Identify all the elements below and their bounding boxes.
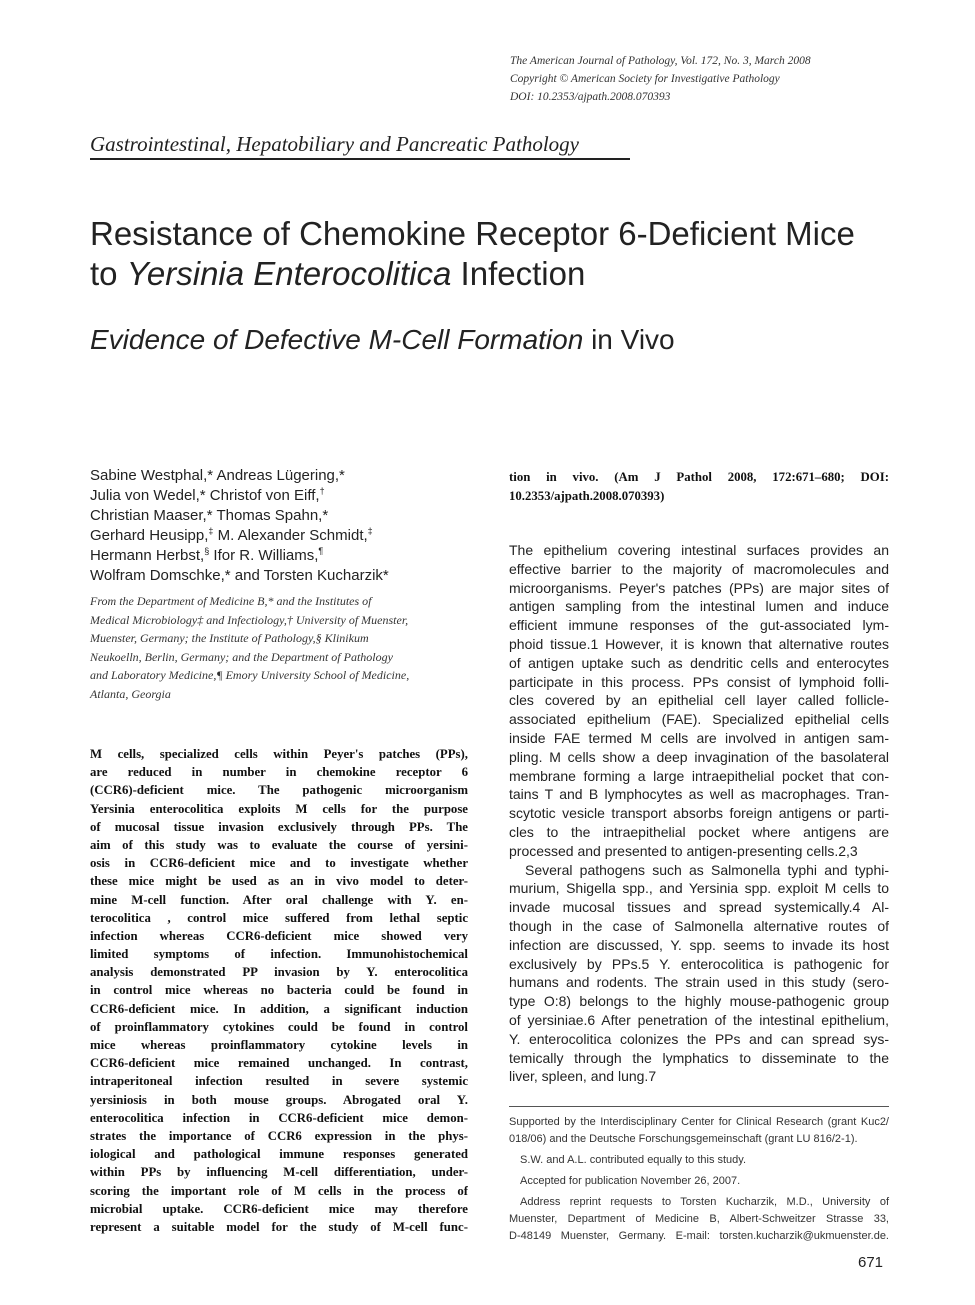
- author-line: [90, 466, 490, 486]
- abstract-line: mine M-cell function. After oral challenge with Y. en-: [90, 892, 468, 907]
- abstract-line: M cells, specialized cells within Peyer's patches (PPs),: [90, 747, 468, 761]
- body-line: cles to the intraepithelial pocket where antigens are: [509, 823, 889, 840]
- body-line: antigen sampling from the intestinal lumen and induce: [509, 598, 889, 615]
- journal-header: [510, 52, 930, 106]
- author-text: Wolfram Domschke,* and Torsten Kucharzik*: [90, 567, 389, 584]
- body-line: of antigen uptake such as dendritic cells and enterocytes: [509, 654, 889, 671]
- body-line: Y. enterocolitica colonizes the PPs and can spread sys-: [509, 1030, 889, 1047]
- author-mark: †: [319, 486, 325, 496]
- abstract-line: limited symptoms of infection. Immunohistochemical: [90, 947, 468, 962]
- body-line: inside FAE termed M cells are involved in antigen sam-: [509, 729, 889, 746]
- article-title: [90, 214, 920, 294]
- author-line: [90, 566, 490, 586]
- author-line: [90, 526, 490, 546]
- subtitle-italic: Evidence of Defective M-Cell Formation: [90, 324, 584, 355]
- address-note: Muenster, Department of Medicine B, Albert-Schweitzer Strasse 33,: [509, 1213, 889, 1225]
- author-text: Julia von Wedel,* Christof von Eiff,: [90, 487, 320, 504]
- abstract-line: in control mice whereas no bacteria could be found in: [90, 983, 468, 998]
- body-line: scytotic vesicle transport absorbs foreign antigens or parti-: [509, 805, 889, 822]
- body-line: type O:8) belongs to the highly mouse-pathogenic group: [509, 993, 889, 1010]
- author-list: [90, 466, 490, 586]
- author-text: Sabine Westphal,* Andreas Lügering,*: [90, 467, 345, 484]
- body-line: efficient immune responses of the gut-associated lym-: [509, 617, 889, 634]
- abstract-line: of mucosal tissue invasion exclusively through PPs. The: [90, 819, 468, 834]
- author-line: [90, 486, 490, 506]
- author-text: Christian Maaser,* Thomas Spahn,*: [90, 507, 329, 524]
- author-mark: ‡: [367, 526, 373, 536]
- affiliation-line: Atlanta, Georgia: [90, 686, 171, 701]
- body-line: liver, spleen, and lung.7: [509, 1068, 657, 1085]
- abstract-line: terocolitica , control mice suffered from lethal septic: [90, 910, 468, 925]
- author-mark: ‡: [208, 526, 214, 536]
- citation-line: 10.2353/ajpath.2008.070393): [509, 489, 665, 503]
- subtitle-suffix: in Vivo: [583, 324, 675, 355]
- body-line: tains T and B lymphocytes as well as macrophages. Tran-: [509, 786, 889, 803]
- author-text: Ifor R. Williams,: [209, 547, 319, 564]
- body-line: The epithelium covering intestinal surfaces provides an: [509, 542, 889, 558]
- footnote-divider: [509, 1106, 889, 1107]
- title-species: Yersinia Enterocolitica: [126, 255, 452, 292]
- page-number: 671: [858, 1254, 884, 1271]
- author-mark: §: [204, 546, 210, 556]
- abstract-line: osis in CCR6-deficient mice and to investigate whether: [90, 856, 468, 871]
- body-line: invade mucosal tissues and spread systemically.4 Al-: [509, 899, 889, 916]
- equal-contribution-note: S.W. and A.L. contributed equally to this study.: [520, 1154, 747, 1166]
- title-prefix: to: [90, 255, 127, 292]
- body-line: Several pathogens such as Salmonella typhi and typhi-: [525, 861, 889, 878]
- body-line: phoid tissue.1 However, it is known that alternative routes: [509, 635, 889, 652]
- affiliation-line: and Laboratory Medicine,¶ Emory University School of Medicine,: [90, 668, 410, 682]
- abstract-line: of proinflammatory cytokines could be found in control: [90, 1019, 468, 1034]
- citation-line: tion in vivo. (Am J Pathol 2008, 172:671–680; DOI:: [509, 470, 889, 484]
- body-line: though in the case of Salmonella alternative routes of: [509, 917, 889, 934]
- abstract-line: within PPs by influencing M-cell differentiation, under-: [90, 1165, 468, 1180]
- author-line: [90, 506, 490, 526]
- article-subtitle: [90, 320, 920, 360]
- title-line-1: Resistance of Chemokine Receptor 6-Deficient Mice: [90, 215, 855, 252]
- body-line: infection are discussed, Y. spp. seems to invade its host: [509, 936, 889, 953]
- abstract-line: microbial uptake. CCR6-deficient mice may therefore: [90, 1201, 468, 1216]
- abstract-line: mice whereas proinflammatory cytokine levels in: [90, 1038, 468, 1052]
- abstract-line: iological and pathological immune responses generated: [90, 1147, 468, 1162]
- abstract-line: these mice might be used as an in vivo model to deter-: [90, 874, 468, 889]
- body-line: processed and presented to antigen-presenting cells.2,3: [509, 842, 858, 859]
- abstract-line: infection whereas CCR6-deficient mice showed very: [90, 928, 468, 943]
- abstract-line: analysis demonstrated PP invasion by Y. enterocolitica: [90, 965, 468, 980]
- accepted-note: Accepted for publication November 26, 2007.: [520, 1175, 741, 1187]
- abstract-line: are reduced in number in chemokine receptor 6: [90, 765, 468, 780]
- journal-doi: DOI: 10.2353/ajpath.2008.070393: [510, 91, 671, 103]
- body-line: associated epithelium (FAE). Specialized epithelial cells: [509, 711, 889, 728]
- introduction-text: [509, 541, 889, 1086]
- affiliation-line: Medical Microbiology‡ and Infectiology,† University of Muenster,: [90, 612, 409, 627]
- affiliation-line: Neukoelln, Berlin, Germany; and the Department of Pathology: [90, 649, 393, 664]
- section-divider: [90, 158, 630, 160]
- author-mark: ¶: [318, 546, 324, 556]
- affiliation-line: From the Department of Medicine B,* and the Institutes of: [90, 594, 372, 608]
- body-line: murium, Shigella spp., and Yersinia spp. exploit M cells to: [509, 880, 889, 897]
- body-line: effective barrier to the majority of macromolecules and: [509, 560, 889, 577]
- body-line: exclusively by PPs.5 Y. enterocolitica is pathogenic for: [509, 955, 889, 972]
- abstract-line: enterocolitica infection in CCR6-deficient mice demon-: [90, 1110, 468, 1125]
- abstract-line: (CCR6)-deficient mice. The pathogenic microorganism: [90, 783, 468, 798]
- affiliations: [90, 592, 470, 703]
- abstract-line: CCR6-deficient mice. In addition, a significant induction: [90, 1001, 468, 1016]
- title-suffix: Infection: [451, 255, 586, 292]
- body-line: cles covered by an epithelial cell layer called follicle-: [509, 692, 889, 709]
- abstract: [90, 745, 468, 1236]
- body-line: membrane forming a large intraepithelial pocket that con-: [509, 767, 889, 784]
- address-note: D-48149 Muenster, Germany. E-mail: torsten.kucharzik@ukmuenster.de.: [509, 1230, 889, 1242]
- abstract-line: strates the importance of CCR6 expression in the phys-: [90, 1128, 468, 1143]
- journal-citation: The American Journal of Pathology, Vol. 172, No. 3, March 2008: [510, 55, 811, 67]
- body-line: humans and rodents. The strain used in this study (sero-: [509, 974, 889, 991]
- author-text: M. Alexander Schmidt,: [213, 527, 368, 544]
- author-text: Hermann Herbst,: [90, 547, 205, 564]
- abstract-line: Yersinia enterocolitica exploits M cells for the purpose: [90, 801, 468, 816]
- address-note: Address reprint requests to Torsten Kucharzik, M.D., University of: [520, 1196, 889, 1208]
- funding-note: 018/06) and the Deutsche Forschungsgemeinschaft (grant LU 816/2-1).: [509, 1133, 858, 1145]
- journal-copyright: Copyright © American Society for Investigative Pathology: [510, 73, 780, 85]
- article-citation: [509, 468, 889, 506]
- body-line: temically through the lymphatics to disseminate to the: [509, 1049, 889, 1066]
- body-line: microorganisms. Peyer's patches (PPs) are major sites of: [509, 579, 889, 596]
- abstract-line: intraperitoneal infection resulted in severe systemic: [90, 1074, 468, 1089]
- abstract-line: represent a suitable model for the study of M-cell func-: [90, 1219, 468, 1234]
- body-line: pling. M cells show a deep invagination of the basolateral: [509, 748, 889, 765]
- body-line: participate in this process. PPs consist of lymphoid folli-: [509, 673, 889, 690]
- abstract-line: CCR6-deficient mice remained unchanged. In contrast,: [90, 1056, 468, 1071]
- author-line: [90, 546, 490, 566]
- title-line-2: [90, 254, 920, 294]
- affiliation-line: Muenster, Germany; the Institute of Pathology,§ Klinikum: [90, 631, 369, 645]
- abstract-line: scoring the important role of M cells in the process of: [90, 1183, 468, 1198]
- abstract-line: aim of this study was to evaluate the course of yersini-: [90, 837, 468, 852]
- abstract-line: yersiniosis in both mouse groups. Abrogated oral Y.: [90, 1092, 468, 1107]
- body-line: of yersiniae.6 After penetration of the intestinal epithelium,: [509, 1011, 889, 1028]
- section-heading: Gastrointestinal, Hepatobiliary and Pancreatic Pathology: [90, 132, 579, 156]
- footnotes: [509, 1114, 889, 1245]
- author-text: Gerhard Heusipp,: [90, 527, 209, 544]
- funding-note: Supported by the Interdisciplinary Center for Clinical Research (grant Kuc2/: [509, 1116, 889, 1128]
